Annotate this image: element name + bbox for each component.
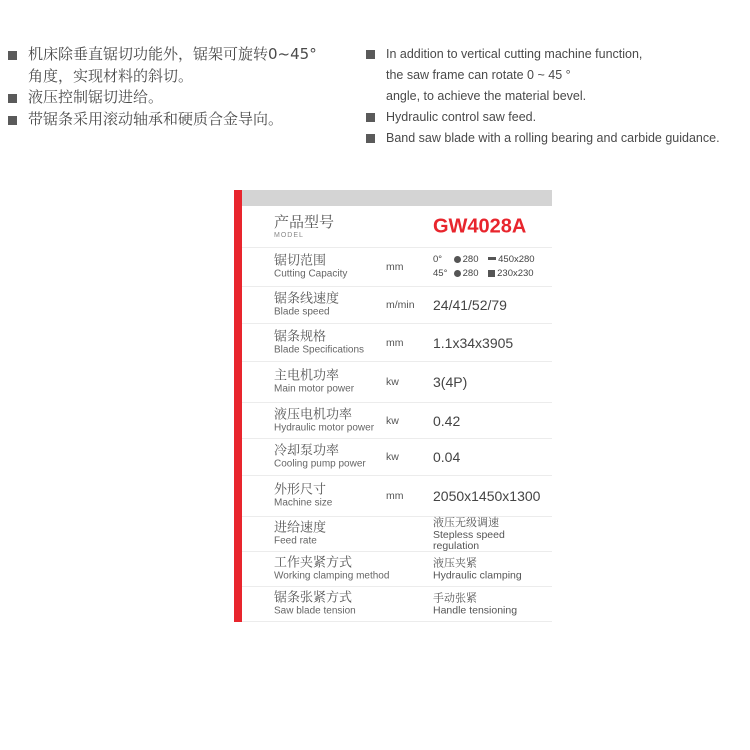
feature-list-chinese — [8, 44, 353, 130]
feature-item — [366, 128, 750, 149]
flat-value: 450x280 — [498, 254, 535, 265]
label-en: Working clamping method — [274, 570, 390, 582]
cutting-capacity-values — [433, 253, 535, 281]
spec-value — [433, 517, 552, 551]
spec-label — [274, 255, 347, 280]
spec-label — [274, 592, 356, 617]
feature-text: 机床除垂直锯切功能外，锯架可旋转0~45° — [28, 45, 317, 63]
spec-value: 24/41/52/79 — [433, 297, 507, 313]
square-value: 230x230 — [497, 268, 534, 279]
square-bullet-icon — [8, 51, 17, 60]
angle-label: 0° — [433, 254, 443, 265]
square-bullet-icon — [366, 50, 375, 59]
spec-label — [274, 212, 335, 239]
feature-item — [8, 44, 353, 87]
spec-row — [242, 324, 552, 362]
label-cn: 冷却泵功率 — [274, 443, 340, 459]
spec-unit: kw — [386, 376, 399, 388]
label-en: Main motor power — [274, 383, 355, 395]
square-bullet-icon — [8, 94, 17, 103]
square-bullet-icon — [8, 116, 17, 125]
spec-row — [242, 362, 552, 403]
spec-label — [274, 408, 374, 433]
label-en: Cutting Capacity — [274, 268, 348, 280]
spec-value: 2050x1450x1300 — [433, 488, 541, 504]
spec-label — [274, 370, 354, 395]
label-cn: 工作夹紧方式 — [274, 555, 353, 571]
spec-row — [242, 476, 552, 517]
round-value: 280 — [462, 254, 479, 265]
model-number: GW4028A — [433, 215, 527, 237]
header-bar — [242, 190, 552, 206]
label-cn: 锯条张紧方式 — [274, 590, 353, 606]
spec-label — [274, 522, 326, 547]
capacity-line-45 — [433, 267, 535, 281]
round-section-icon — [454, 256, 461, 263]
spec-value: 3(4P) — [433, 374, 468, 390]
spec-label — [274, 557, 389, 582]
spec-value: 0.04 — [433, 449, 461, 465]
spec-value — [433, 592, 517, 616]
spec-label — [274, 445, 366, 470]
value-cn: 手动张紧 — [433, 591, 477, 605]
feature-item — [8, 87, 353, 109]
feature-text: In addition to vertical cutting machine function, — [386, 47, 643, 61]
feature-text-continued: 角度，实现材料的斜切。 — [28, 66, 194, 85]
spec-value — [433, 557, 522, 581]
square-section-icon — [488, 270, 495, 277]
feature-text-continued: angle, to achieve the material bevel. — [386, 89, 587, 103]
spec-row — [242, 403, 552, 439]
spec-row-model — [242, 206, 552, 248]
spec-table — [234, 190, 552, 622]
spec-unit: kw — [386, 451, 399, 463]
value-en: Hydraulic clamping — [433, 569, 522, 582]
angle-label: 45° — [433, 268, 448, 279]
feature-item — [366, 107, 750, 128]
feature-text: Hydraulic control saw feed. — [386, 110, 537, 124]
capacity-line-0 — [433, 253, 535, 267]
value-en: Handle tensioning — [433, 604, 518, 617]
spec-row — [242, 517, 552, 552]
spec-unit: mm — [386, 490, 404, 502]
label-cn: 锯切范围 — [274, 253, 327, 269]
spec-unit: kw — [386, 414, 399, 427]
label-en: Hydraulic motor power — [274, 422, 375, 433]
spec-label — [274, 293, 339, 318]
label-en: Machine size — [274, 497, 333, 509]
spec-row-cutting-capacity — [242, 248, 552, 287]
value-en: Stepless speed regulation — [433, 529, 505, 552]
feature-item — [366, 44, 750, 107]
spec-unit: mm — [386, 261, 404, 273]
value-cn: 液压无级调速 — [433, 516, 499, 529]
feature-text: Band saw blade with a rolling bearing and carbide guidance. — [386, 131, 720, 145]
label-cn: 锯条规格 — [274, 329, 327, 344]
spec-unit: m/min — [386, 299, 415, 311]
accent-bar — [234, 190, 242, 622]
spec-label — [274, 484, 332, 509]
feature-text: 带锯条采用滚动轴承和硬质合金导向。 — [28, 109, 284, 128]
label-en: Blade speed — [274, 306, 330, 318]
square-bullet-icon — [366, 113, 375, 122]
label-en: Saw blade tension — [274, 605, 356, 617]
feature-text: 液压控制锯切进给。 — [28, 88, 164, 106]
label-en: Blade Specifications — [274, 344, 365, 355]
spec-row — [242, 287, 552, 324]
spec-row — [242, 552, 552, 587]
label-en: Cooling pump power — [274, 458, 366, 470]
feature-item — [8, 109, 353, 131]
flat-section-icon — [488, 257, 496, 260]
feature-list-english — [366, 44, 750, 149]
round-value: 280 — [462, 268, 479, 279]
label-cn: 进给速度 — [274, 520, 327, 536]
spec-row — [242, 439, 552, 476]
spec-unit: mm — [386, 336, 404, 349]
label-en: MODEL — [274, 231, 304, 239]
spec-row — [242, 587, 552, 622]
square-bullet-icon — [366, 134, 375, 143]
spec-value: 0.42 — [433, 412, 461, 429]
spec-value: 1.1x34x3905 — [433, 334, 514, 351]
spec-label — [274, 330, 364, 355]
label-cn: 锯条线速度 — [274, 291, 340, 307]
label-cn: 产品型号 — [274, 212, 335, 231]
label-cn: 主电机功率 — [274, 368, 340, 384]
value-cn: 液压夹紧 — [433, 556, 477, 570]
label-cn: 液压电机功率 — [274, 407, 353, 422]
round-section-icon — [454, 270, 461, 277]
feature-text-continued: the saw frame can rotate 0 ~ 45 ° — [386, 68, 571, 82]
label-en: Feed rate — [274, 535, 317, 547]
label-cn: 外形尺寸 — [274, 482, 327, 498]
